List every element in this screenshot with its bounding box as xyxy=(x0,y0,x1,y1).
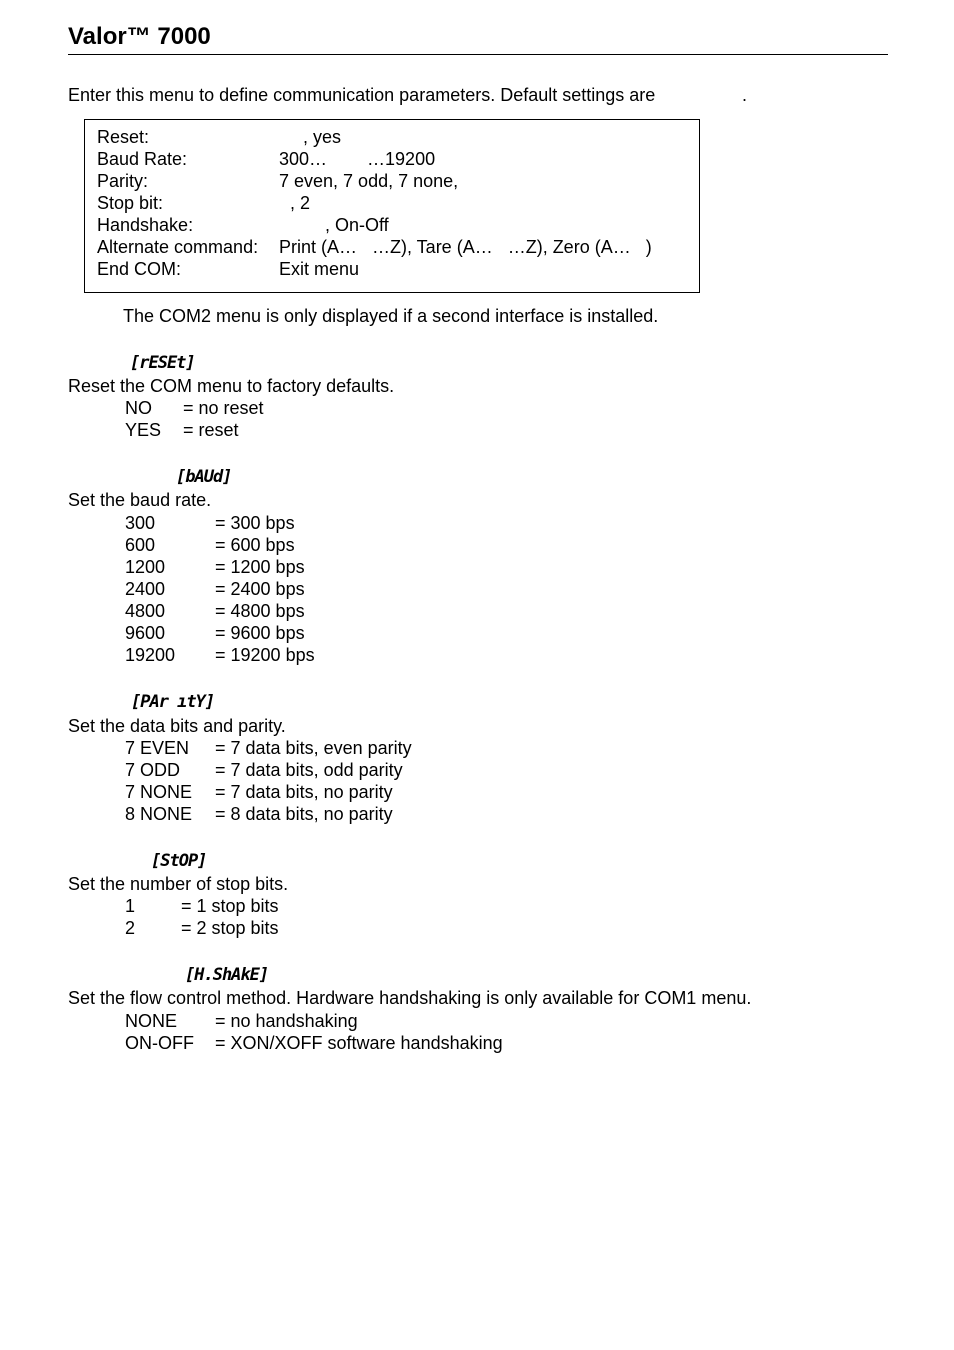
option-value: = 7 data bits, even parity xyxy=(215,738,412,758)
handshake-value: , On-Off xyxy=(325,215,389,235)
baud-display-code: [bAUd] xyxy=(176,467,232,487)
table-row xyxy=(97,126,342,148)
option-value: = 7 data bits, odd parity xyxy=(215,760,403,780)
parity-description: Set the data bits and parity. xyxy=(68,716,286,736)
table-row xyxy=(97,170,459,192)
option-key: YES xyxy=(125,420,162,440)
option-key: ON-OFF xyxy=(125,1033,194,1053)
table-row xyxy=(97,192,311,214)
intro-trailing-period: . xyxy=(742,85,748,105)
table-row xyxy=(97,236,652,258)
baud-rate-value: 300… …19200 xyxy=(279,149,436,169)
option-value: = reset xyxy=(183,420,239,440)
baud-rate-label: Baud Rate: xyxy=(97,149,188,169)
parameter-summary-table xyxy=(84,119,700,293)
alternate-command-label: Alternate command: xyxy=(97,237,259,257)
reset-description: Reset the COM menu to factory defaults. xyxy=(68,376,395,396)
option-value: = 19200 bps xyxy=(215,645,315,665)
option-key: 1200 xyxy=(125,557,166,577)
parity-value: 7 even, 7 odd, 7 none, xyxy=(279,171,459,191)
option-value: = 300 bps xyxy=(215,513,295,533)
com2-note: The COM2 menu is only displayed if a second interface is installed. xyxy=(123,306,659,326)
end-com-label: End COM: xyxy=(97,259,182,279)
option-value: = 600 bps xyxy=(215,535,295,555)
option-key: 600 xyxy=(125,535,156,555)
option-value: = 8 data bits, no parity xyxy=(215,804,393,824)
table-row xyxy=(97,214,389,236)
reset-display-code: [rESEt] xyxy=(130,353,195,373)
handshake-description: Set the flow control method. Hardware handshaking is only available for COM1 menu. xyxy=(68,988,752,1008)
baud-description: Set the baud rate. xyxy=(68,490,212,510)
option-key: 8 NONE xyxy=(125,804,193,824)
page-title: Valor™ 7000 xyxy=(68,23,211,50)
option-key: 9600 xyxy=(125,623,166,643)
option-value: = 1200 bps xyxy=(215,557,305,577)
option-value: = XON/XOFF software handshaking xyxy=(215,1033,503,1053)
parity-display-code: [PAr ıtY] xyxy=(131,692,215,712)
table-row xyxy=(97,148,436,170)
intro-text: Enter this menu to define communication parameters. Default settings are xyxy=(68,85,656,105)
parity-label: Parity: xyxy=(97,171,149,191)
reset-value: , yes xyxy=(303,127,342,147)
stop-display-code: [StOP] xyxy=(151,851,207,871)
option-value: = no handshaking xyxy=(215,1011,358,1031)
option-key: 4800 xyxy=(125,601,166,621)
option-key: 2400 xyxy=(125,579,166,599)
option-key: 1 xyxy=(125,896,136,916)
handshake-label: Handshake: xyxy=(97,215,194,235)
option-key: 2 xyxy=(125,918,136,938)
option-value: = no reset xyxy=(183,398,264,418)
option-value: = 2 stop bits xyxy=(181,918,279,938)
alternate-command-value: Print (A… …Z), Tare (A… …Z), Zero (A… ) xyxy=(279,237,652,257)
title-divider xyxy=(68,54,888,55)
option-key: 300 xyxy=(125,513,156,533)
reset-label: Reset: xyxy=(97,127,150,147)
stop-description: Set the number of stop bits. xyxy=(68,874,289,894)
table-row xyxy=(97,258,360,280)
option-key: 7 EVEN xyxy=(125,738,190,758)
option-value: = 7 data bits, no parity xyxy=(215,782,393,802)
end-com-value: Exit menu xyxy=(279,259,360,279)
stop-bit-value: , 2 xyxy=(290,193,311,213)
stop-bit-label: Stop bit: xyxy=(97,193,164,213)
option-key: 19200 xyxy=(125,645,176,665)
option-value: = 9600 bps xyxy=(215,623,305,643)
option-key: 7 ODD xyxy=(125,760,181,780)
option-value: = 2400 bps xyxy=(215,579,305,599)
option-value: = 1 stop bits xyxy=(181,896,279,916)
option-value: = 4800 bps xyxy=(215,601,305,621)
option-key: NO xyxy=(125,398,152,418)
option-key: NONE xyxy=(125,1011,178,1031)
handshake-display-code: [H.ShAkE] xyxy=(185,965,269,985)
option-key: 7 NONE xyxy=(125,782,193,802)
